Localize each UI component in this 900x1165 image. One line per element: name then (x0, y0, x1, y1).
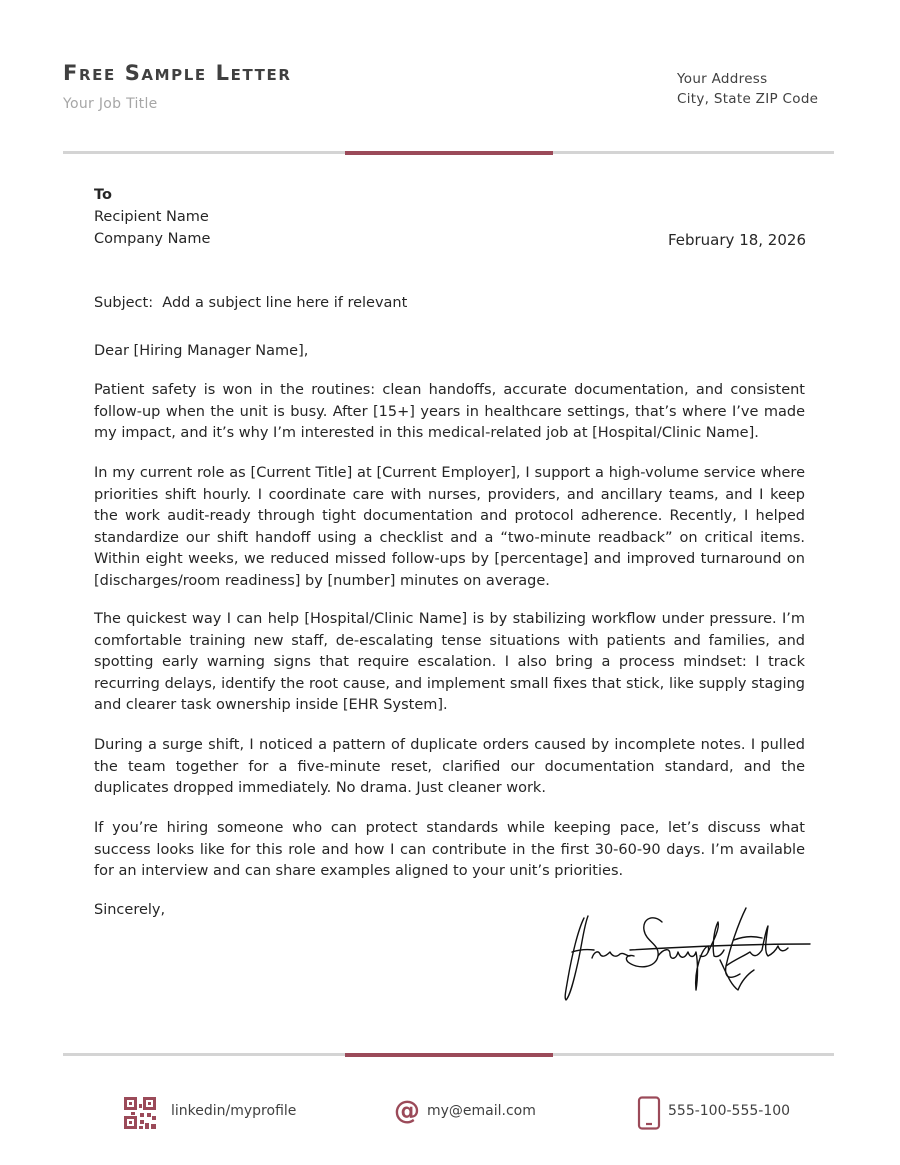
sender-address-line1: Your Address (677, 71, 768, 87)
footer-divider-accent (345, 1053, 553, 1057)
handwritten-signature (558, 900, 818, 1010)
body-paragraph-4: During a surge shift, I noticed a pattern of duplicate orders caused by incomplete notes. I pulled the team together for a five-minute reset, clarified our documentation standard, and the duplicates dropped immediately. No drama. Just cleaner work. (94, 737, 805, 797)
sender-name: Free Sample Letter (63, 61, 292, 85)
closing: Sincerely, (94, 902, 166, 918)
header-divider-accent (345, 151, 553, 155)
body-paragraph-3: The quickest way I can help [Hospital/Clinic Name] is by stabilizing workflow under pressure. I’m comfortable training new staff, de-escalating tense situations with patients and families, and spotting early warning signs that require escalation. I also bring a process mindset: I track recurring delays, identify the root cause, and implement small fixes that stick, like supply staging and clearer task ownership inside [EHR System]. (94, 611, 805, 714)
recipient-name: Recipient Name (94, 209, 209, 225)
salutation: Dear [Hiring Manager Name], (94, 343, 309, 359)
at-sign-icon: @ (394, 1096, 420, 1126)
header-divider (63, 151, 834, 154)
phone-number[interactable]: 555-100-555-100 (668, 1103, 791, 1119)
body-paragraph-2: In my current role as [Current Title] at [Current Employer], I support a high-volume service where priorities shift hourly. I coordinate care with nurses, providers, and ancillary teams, and I keep the work audit-ready through tight documentation and protocol adherence. Recently, I helped standardize our shift handoff using a checklist and a “two-minute readback” on critical items. Within eight weeks, we reduced missed follow-ups by [percentage] and improved turnaround on [discharges/room readiness] by [number] minutes on average. (94, 465, 805, 589)
recipient-company: Company Name (94, 231, 211, 247)
qr-code-icon (123, 1096, 157, 1130)
body-paragraph-1: Patient safety is won in the routines: clean handoffs, accurate documentation, and consistent follow-up when the unit is busy. After [15+] years in healthcare settings, that’s where I’ve made my impact, and it’s why I’m interested in this medical-related job at [Hospital/Clinic Name]. (94, 382, 805, 442)
subject-line: Subject: Add a subject line here if relevant (94, 295, 408, 311)
to-label: To (94, 187, 112, 203)
email-link[interactable]: my@email.com (427, 1103, 536, 1119)
body-paragraph-5: If you’re hiring someone who can protect standards while keeping pace, let’s discuss what success looks like for this role and how I can contribute in the first 30-60-90 days. I’m available for an interview and can share examples aligned to your unit’s priorities. (94, 820, 805, 880)
mobile-phone-icon (637, 1096, 661, 1130)
sender-job-title: Your Job Title (63, 96, 158, 112)
sender-address-line2: City, State ZIP Code (677, 91, 819, 107)
footer-divider (63, 1053, 834, 1056)
linkedin-link[interactable]: linkedin/myprofile (171, 1103, 297, 1119)
letter-date: February 18, 2026 (667, 231, 806, 249)
